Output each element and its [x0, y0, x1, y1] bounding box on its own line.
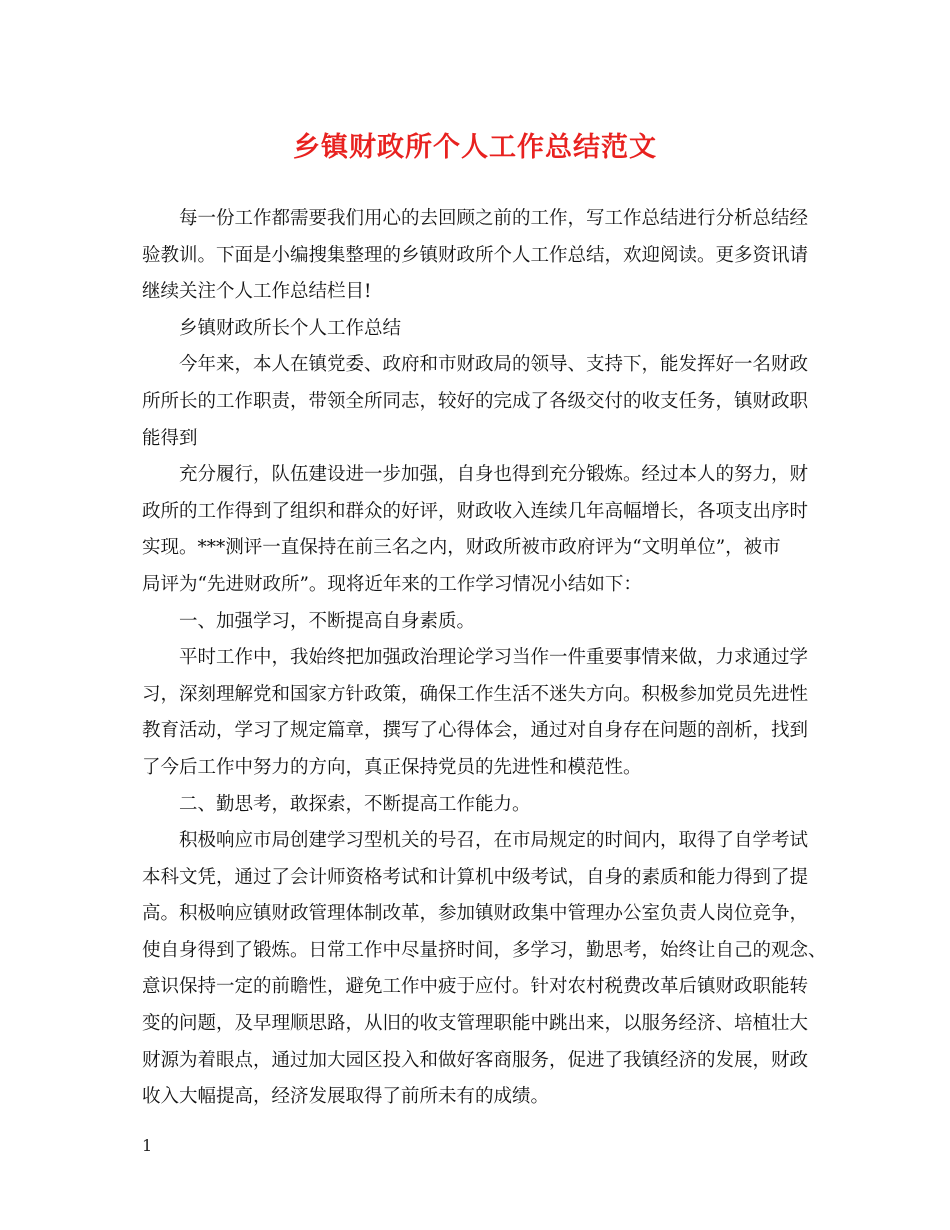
- page-number: 1: [142, 1136, 153, 1155]
- document-body: [142, 201, 827, 1116]
- paragraph-line: 教育活动，学习了规定篇章，撰写了心得体会，通过对自身存在问题的剖析，找到: [142, 720, 809, 742]
- section-heading: 乡镇财政所长个人工作总结: [179, 317, 402, 339]
- paragraph-line: 所所长的工作职责，带领全所同志，较好的完成了各级交付的收支任务，镇财政职: [142, 390, 809, 412]
- paragraph-line: 积极响应市局创建学习型机关的号召，在市局规定的时间内，取得了自学考试: [179, 830, 809, 852]
- paragraph-line: 变的问题，及早理顺思路，从旧的收支管理职能中跳出来，以服务经济、培植壮大: [142, 1013, 809, 1035]
- section-heading: 一、加强学习，不断提高自身素质。: [179, 610, 476, 632]
- paragraph-line: 实现。***测评一直保持在前三名之内，财政所被市政府评为“文明单位”，被市: [142, 537, 781, 559]
- paragraph-line: 今年来，本人在镇党委、政府和市财政局的领导、支持下，能发挥好一名财政: [179, 354, 809, 376]
- paragraph-line: 意识保持一定的前瞻性，避免工作中疲于应付。针对农村税费改革后镇财政职能转: [142, 976, 809, 998]
- document-title: 乡镇财政所个人工作总结范文: [293, 132, 657, 163]
- paragraph-line: 平时工作中，我始终把加强政治理论学习当作一件重要事情来做，力求通过学: [179, 647, 809, 669]
- paragraph-line: 习，深刻理解党和国家方针政策，确保工作生活不迷失方向。积极参加党员先进性: [142, 683, 809, 705]
- paragraph-line: 局评为“先进财政所”。现将近年来的工作学习情况小结如下：: [142, 573, 642, 595]
- paragraph-line: 能得到: [142, 427, 198, 449]
- paragraph-line: 继续关注个人工作总结栏目!: [142, 281, 372, 303]
- paragraph-line: 本科文凭，通过了会计师资格考试和计算机中级考试，自身的素质和能力得到了提: [142, 866, 809, 888]
- paragraph-line: 使自身得到了锻炼。日常工作中尽量挤时间，多学习，勤思考，始终让自己的观念、: [142, 939, 827, 961]
- paragraph-line: 每一份工作都需要我们用心的去回顾之前的工作，写工作总结进行分析总结经: [179, 208, 809, 229]
- paragraph-line: 政所的工作得到了组织和群众的好评，财政收入连续几年高幅增长，各项支出序时: [142, 500, 809, 522]
- paragraph-line: 验教训。下面是小编搜集整理的乡镇财政所个人工作总结，欢迎阅读。更多资讯请: [142, 244, 809, 266]
- paragraph-line: 了今后工作中努力的方向，真正保持党员的先进性和模范性。: [142, 756, 642, 778]
- section-heading: 二、勤思考，敢探索，不断提高工作能力。: [179, 793, 531, 815]
- paragraph-line: 财源为着眼点，通过加大园区投入和做好客商服务，促进了我镇经济的发展，财政: [142, 1049, 809, 1071]
- paragraph-line: 收入大幅提高，经济发展取得了前所未有的成绩。: [142, 1086, 550, 1108]
- paragraph-line: 充分履行，队伍建设进一步加强，自身也得到充分锻炼。经过本人的努力，财: [179, 464, 809, 486]
- paragraph-line: 高。积极响应镇财政管理体制改革，参加镇财政集中管理办公室负责人岗位竞争，: [142, 903, 809, 925]
